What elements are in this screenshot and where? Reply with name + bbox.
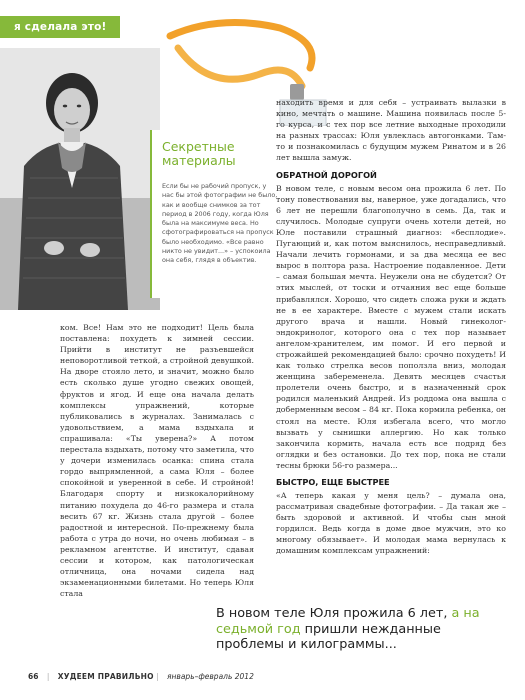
caption-box: [150, 130, 278, 298]
subheading-faster: БЫСТРО, ЕЩЕ БЫСТРЕЕ: [276, 477, 390, 487]
pull-quote-part-1: В новом теле Юля прожила 6 лет,: [216, 606, 448, 621]
portrait-photo: [0, 48, 160, 310]
right-intro-paragraph: находить время и для себя – устраивать вылазки в кино, мечтать о машине. Машина появилась после 5-го курса, и с тех пор все летние выходные проходили на разных трассах: Юля увлеклась автогонками. Там-то и познакомилась с будущим мужем Ринатом и в 26 лет вышла замуж.: [276, 98, 506, 163]
page-footer: [28, 670, 518, 684]
right-article-column: [276, 97, 506, 557]
left-article-column: [60, 322, 254, 599]
issue-date: январь–февраль 2012: [167, 672, 254, 681]
left-paragraph: ком. Все! Нам это не подходит! Цель была поставлена: похудеть к зимней сессии. Прийти в институт не разъевшейся неповоротливой теткой, а стройной девушкой. На дворе стояло лето, и значит, можно было есть сколько душе угодно свежих овощей, фруктов и ягод. И еще она начала делать комплексы упражнений, которые публиковались в журналах. Занималась с удовольствием, а мама вздыхала и спрашивала: «Ты уверена?» А потом перестала вздыхать, потому что заметила, что у дочери изменилась осанка: спина стала гордо выпрямленной, а сама Юля – более спокойной и уверенной в себе. И стройной! Благодаря спорту и низкокалорийному питанию похудела до 46-го размера и стала весить 67 кг. Жизнь стала другой – более радостной и интересной. По-прежнему была работа с утра до ночи, но очень любимая – в рекламном агентстве. И институт, сдавая сессии и котором, как патологическая отличница, она ночами сидела над экзаменационными билетами. Но теперь Юля стала: [60, 323, 254, 599]
magazine-name: ХУДЕЕМ ПРАВИЛЬНО: [57, 672, 154, 681]
footer-separator: |: [46, 672, 50, 681]
pull-quote-part-2: пришли нежданные проблемы и килограммы...: [216, 621, 441, 653]
pull-quote: [216, 606, 512, 653]
pull-quote-accent: а на седьмой год: [216, 606, 480, 637]
footer-separator-2: |: [156, 672, 159, 681]
caption-title: Секретные материалы: [162, 139, 236, 168]
section-tab: я сделала это!: [0, 16, 120, 38]
caption-text: Если бы не рабочий пропуск, у нас бы этой фотографии не было, как и вообще снимков за тот период в 2006 году, когда Юля была на максимуме веса. Но сфотографироваться на пропуск было необходимо. «Все равно никто не увидит...» – успокоила она себя, глядя в объектив.: [162, 182, 278, 265]
right-paragraph-2: «А теперь какая у меня цель? – думала она, рассматривая свадебные фотографии. – Да такая же – быть здоровой и активной. И чтобы сын мной гордился. Ведь когда в доме двое мужчин, это ко многому обязывает». И молодая мама вернулась к домашним комплексам упражнений:: [276, 491, 506, 556]
subheading-reverse-path: ОБРАТНОЙ ДОРОГОЙ: [276, 169, 377, 180]
page-number: 66: [28, 672, 39, 681]
right-paragraph-1: В новом теле, с новым весом она прожила 6 лет. По тону повествования вы, наверное, уже догадались, что 6 лет не перешли благополучно в семь. Да, так и случилось. Молодые супруги очень хотели детей, но Юле поставили страшный диагноз: «бесплодие». Пугающий и, как потом выяснилось, несправедливый. Начали лечить гормонами, и за два месяца ее вес вырос в полтора раза. Настроение подавленное. Дети – самая большая мечта. Неужели она не сбудется? От этих мыслей, от тоски и отчаяния вес еще больше прибавлялся. Хорошо, что сидеть сложа руки и ждать не в ее характере. Вместе с мужем стали искать другого врача и нашли. Новый гинеколог-эндокринолог, которого она с тех пор называет ангелом-хранителем, им помог. И его первой и строжайшей рекомендацией было: срочно похудеть! И как только стрелка весов поползла вниз, молодая женщина забеременела. Девять месяцев счастья пролетели очень быстро, и в назначенный срок родился маленький Андрей. Из роддома она вышла с доберменным весом – 84 кг. Пока кормила ребенка, он стоял на месте. Юля избегала всего, что могло вызвать у сынишки аллергию. Но как только закончила кормить, начала есть все подряд без оглядки и без остановки. До тех пор, пока не стали тесны брюки 56-го размера...: [276, 183, 506, 470]
